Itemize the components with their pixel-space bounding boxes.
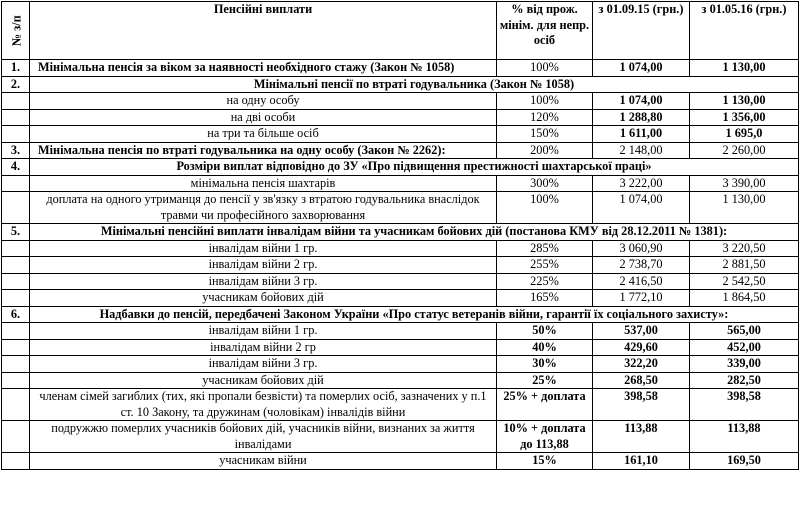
header-row <box>2 2 799 60</box>
section-5-title: Мінімальні пенсійні виплати інвалідам війни та учасникам бойових дій (постанова КМУ від 28.12.2011 № 1381): <box>30 224 799 241</box>
empty-number-cell <box>2 339 30 356</box>
section-3-row <box>2 142 799 159</box>
empty-number-cell <box>2 290 30 307</box>
value-2015-cell: 1 772,10 <box>593 290 690 307</box>
empty-number-cell <box>2 356 30 373</box>
empty-number-cell <box>2 126 30 143</box>
percent-cell: 30% <box>497 356 593 373</box>
percent-cell: 15% <box>497 453 593 470</box>
table-row <box>2 175 799 192</box>
row-label: на одну особу <box>30 93 497 110</box>
percent-cell: 120% <box>497 109 593 126</box>
value-2015-cell: 429,60 <box>593 339 690 356</box>
row-label: інвалідам війни 2 гр <box>30 339 497 356</box>
value-2015-cell: 161,10 <box>593 453 690 470</box>
section-2-header <box>2 76 799 93</box>
table-row <box>2 356 799 373</box>
value-2016-cell: 2 542,50 <box>690 273 799 290</box>
value-2015-cell: 1 611,00 <box>593 126 690 143</box>
row-label: на три та більше осіб <box>30 126 497 143</box>
table-row <box>2 372 799 389</box>
section-6-header <box>2 306 799 323</box>
table-row <box>2 240 799 257</box>
row-label: подружжю померлих учасників бойових дій, учасників війни, визнаних за життя інвалідами <box>30 421 497 453</box>
row-label: інвалідам війни 2 гр. <box>30 257 497 274</box>
percent-cell: 165% <box>497 290 593 307</box>
value-2016-cell: 282,50 <box>690 372 799 389</box>
row-label: учасникам війни <box>30 453 497 470</box>
table-row <box>2 323 799 340</box>
value-2016-cell: 113,88 <box>690 421 799 453</box>
percent-cell: 25% <box>497 372 593 389</box>
value-2015-cell: 113,88 <box>593 421 690 453</box>
empty-number-cell <box>2 323 30 340</box>
header-date-2016: з 01.05.16 (грн.) <box>690 2 799 60</box>
value-2016-cell: 398,58 <box>690 389 799 421</box>
percent-cell: 285% <box>497 240 593 257</box>
header-percent: % від прож. мінім. для непр. осіб <box>497 2 593 60</box>
row-label: інвалідам війни 3 гр. <box>30 356 497 373</box>
value-2016-cell: 169,50 <box>690 453 799 470</box>
value-2016-cell: 1 864,50 <box>690 290 799 307</box>
percent-cell: 50% <box>497 323 593 340</box>
section-number: 4. <box>2 159 30 176</box>
value-2015-cell: 1 074,00 <box>593 192 690 224</box>
value-2016-cell: 3 220,50 <box>690 240 799 257</box>
empty-number-cell <box>2 240 30 257</box>
value-2016-cell: 1 130,00 <box>690 93 799 110</box>
empty-number-cell <box>2 109 30 126</box>
value-2016-cell: 3 390,00 <box>690 175 799 192</box>
table-row <box>2 273 799 290</box>
value-2016-cell: 2 260,00 <box>690 142 799 159</box>
table-row <box>2 421 799 453</box>
empty-number-cell <box>2 421 30 453</box>
percent-cell: 255% <box>497 257 593 274</box>
empty-number-cell <box>2 453 30 470</box>
table-row <box>2 93 799 110</box>
row-label: доплата на одного утриманця до пенсії у зв'язку з втратою годувальника внаслідок травми чи професійного захворювання <box>30 192 497 224</box>
section-4-title: Розміри виплат відповідно до ЗУ «Про підвищення престижності шахтарської праці» <box>30 159 799 176</box>
empty-number-cell <box>2 93 30 110</box>
table-row <box>2 126 799 143</box>
value-2015-cell: 268,50 <box>593 372 690 389</box>
row-label: мінімальна пенсія шахтарів <box>30 175 497 192</box>
value-2015-cell: 322,20 <box>593 356 690 373</box>
percent-cell: 40% <box>497 339 593 356</box>
pension-table <box>1 1 799 470</box>
value-2015-cell: 537,00 <box>593 323 690 340</box>
empty-number-cell <box>2 273 30 290</box>
value-2015-cell: 2 738,70 <box>593 257 690 274</box>
percent-cell: 225% <box>497 273 593 290</box>
value-2016-cell: 1 130,00 <box>690 60 799 77</box>
section-number: 3. <box>2 142 30 159</box>
table-row <box>2 192 799 224</box>
percent-cell: 10% + доплата до 113,88 <box>497 421 593 453</box>
table-row <box>2 109 799 126</box>
row-label: членам сімей загиблих (тих, які пропали безвісти) та померлих осіб, зазначених у п.1 ст. 10 Закону, та дружинам (чоловікам) інвалідів війни <box>30 389 497 421</box>
section-3-label: Мінімальна пенсія по втраті годувальника на одну особу (Закон № 2262): <box>30 142 497 159</box>
value-2015-cell: 2 416,50 <box>593 273 690 290</box>
value-2015-cell: 1 288,80 <box>593 109 690 126</box>
percent-cell: 25% + доплата <box>497 389 593 421</box>
table-row <box>2 290 799 307</box>
percent-cell: 200% <box>497 142 593 159</box>
row-label: інвалідам війни 3 гр. <box>30 273 497 290</box>
value-2015-cell: 398,58 <box>593 389 690 421</box>
section-5-header <box>2 224 799 241</box>
value-2015-cell: 1 074,00 <box>593 60 690 77</box>
table-row <box>2 257 799 274</box>
section-number: 1. <box>2 60 30 77</box>
value-2016-cell: 2 881,50 <box>690 257 799 274</box>
value-2015-cell: 3 222,00 <box>593 175 690 192</box>
value-2016-cell: 1 695,0 <box>690 126 799 143</box>
empty-number-cell <box>2 257 30 274</box>
header-payments: Пенсійні виплати <box>30 2 497 60</box>
percent-cell: 100% <box>497 192 593 224</box>
value-2015-cell: 1 074,00 <box>593 93 690 110</box>
section-1-row <box>2 60 799 77</box>
value-2016-cell: 452,00 <box>690 339 799 356</box>
section-4-header <box>2 159 799 176</box>
row-label: на дві особи <box>30 109 497 126</box>
section-number: 5. <box>2 224 30 241</box>
table-row <box>2 453 799 470</box>
value-2016-cell: 339,00 <box>690 356 799 373</box>
row-label: інвалідам війни 1 гр. <box>30 240 497 257</box>
row-label: учасникам бойових дій <box>30 372 497 389</box>
value-2015-cell: 3 060,90 <box>593 240 690 257</box>
header-date-2015: з 01.09.15 (грн.) <box>593 2 690 60</box>
value-2016-cell: 1 130,00 <box>690 192 799 224</box>
empty-number-cell <box>2 389 30 421</box>
value-2016-cell: 565,00 <box>690 323 799 340</box>
row-label: учасникам бойових дій <box>30 290 497 307</box>
section-2-title: Мінімальні пенсії по втраті годувальника (Закон № 1058) <box>30 76 799 93</box>
empty-number-cell <box>2 192 30 224</box>
header-number-cell <box>2 2 30 60</box>
value-2015-cell: 2 148,00 <box>593 142 690 159</box>
table-row <box>2 389 799 421</box>
percent-cell: 100% <box>497 60 593 77</box>
section-number: 6. <box>2 306 30 323</box>
empty-number-cell <box>2 372 30 389</box>
table-row <box>2 339 799 356</box>
empty-number-cell <box>2 175 30 192</box>
section-6-title: Надбавки до пенсій, передбачені Законом України «Про статус ветеранів війни, гарантії їх соціального захисту»: <box>30 306 799 323</box>
percent-cell: 300% <box>497 175 593 192</box>
value-2016-cell: 1 356,00 <box>690 109 799 126</box>
section-number: 2. <box>2 76 30 93</box>
percent-cell: 150% <box>497 126 593 143</box>
section-1-label: Мінімальна пенсія за віком за наявності необхідного стажу (Закон № 1058) <box>30 60 497 77</box>
row-label: інвалідам війни 1 гр. <box>30 323 497 340</box>
header-number: № з/п <box>9 15 24 46</box>
percent-cell: 100% <box>497 93 593 110</box>
